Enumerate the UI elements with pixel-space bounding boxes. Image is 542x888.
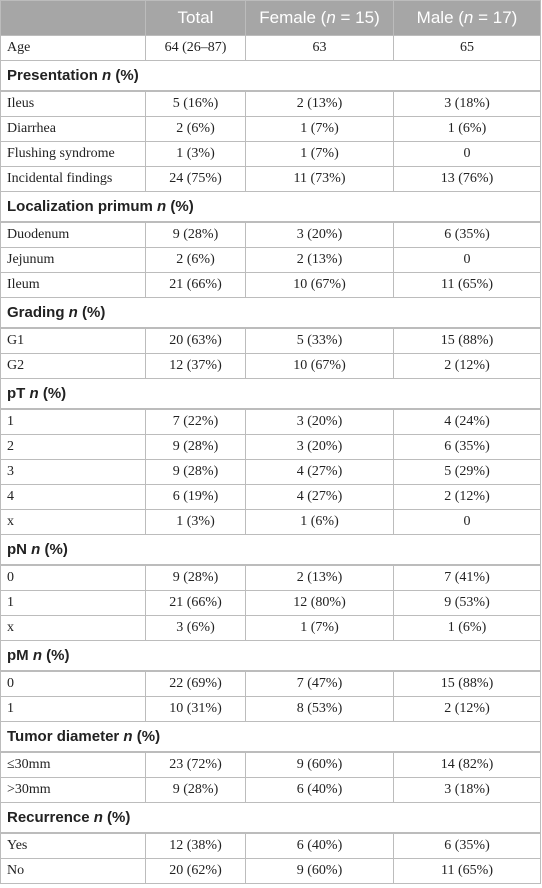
section-title-n: n	[31, 541, 41, 558]
section-title-text: Grading	[7, 304, 69, 321]
table-row	[1, 91, 541, 117]
header-female	[246, 1, 394, 36]
table-row-age	[1, 36, 541, 61]
cell-male: 9 (53%)	[394, 591, 541, 616]
section-title-text: Presentation	[7, 67, 103, 84]
cell-male: 6 (35%)	[394, 833, 541, 859]
header-row	[1, 1, 541, 36]
cell-female: 2 (13%)	[246, 91, 394, 117]
section-title-text: pM	[7, 647, 33, 664]
row-label: Incidental findings	[1, 167, 146, 192]
cell-male: 0	[394, 510, 541, 535]
cell-total: 20 (63%)	[146, 328, 246, 354]
cell-female: 4 (27%)	[246, 460, 394, 485]
cell-male: 2 (12%)	[394, 354, 541, 379]
cell-total: 5 (16%)	[146, 91, 246, 117]
cell-female: 9 (60%)	[246, 752, 394, 778]
cell-total: 20 (62%)	[146, 859, 246, 884]
section-title-suffix: (%)	[38, 385, 67, 402]
cell-female: 8 (53%)	[246, 697, 394, 722]
section-header-row	[1, 61, 541, 92]
section-title-n: n	[123, 728, 133, 745]
cell-total: 23 (72%)	[146, 752, 246, 778]
cell-female: 63	[246, 36, 394, 61]
table-row	[1, 142, 541, 167]
section-title	[1, 641, 541, 672]
table-row	[1, 510, 541, 535]
section-title-n: n	[93, 809, 103, 826]
table-row	[1, 616, 541, 641]
table-row	[1, 485, 541, 510]
header-female-prefix: Female (	[259, 8, 327, 27]
row-label: 1	[1, 697, 146, 722]
cell-total: 9 (28%)	[146, 565, 246, 591]
section-title	[1, 192, 541, 223]
cell-female: 11 (73%)	[246, 167, 394, 192]
row-label: 0	[1, 671, 146, 697]
table-row	[1, 671, 541, 697]
section-title-text: Localization primum	[7, 198, 158, 215]
row-label: x	[1, 510, 146, 535]
table-row	[1, 697, 541, 722]
section-title-n: n	[157, 198, 167, 215]
row-label: G2	[1, 354, 146, 379]
row-label: Flushing syndrome	[1, 142, 146, 167]
cell-total: 21 (66%)	[146, 591, 246, 616]
section-title-suffix: (%)	[77, 304, 106, 321]
section-title	[1, 803, 541, 834]
table-row	[1, 354, 541, 379]
cell-female: 2 (13%)	[246, 248, 394, 273]
cell-total: 9 (28%)	[146, 778, 246, 803]
table-row	[1, 778, 541, 803]
row-label: Diarrhea	[1, 117, 146, 142]
row-label: 4	[1, 485, 146, 510]
section-title-n: n	[68, 304, 78, 321]
table-row	[1, 117, 541, 142]
section-title-text: Tumor diameter	[7, 728, 124, 745]
cell-female: 5 (33%)	[246, 328, 394, 354]
table-row	[1, 409, 541, 435]
cell-male: 0	[394, 248, 541, 273]
cell-total: 7 (22%)	[146, 409, 246, 435]
section-title-n: n	[102, 67, 112, 84]
cell-total: 9 (28%)	[146, 222, 246, 248]
table-row	[1, 328, 541, 354]
cell-female: 1 (7%)	[246, 142, 394, 167]
row-label: Ileus	[1, 91, 146, 117]
cell-total: 24 (75%)	[146, 167, 246, 192]
table-row	[1, 248, 541, 273]
table-row	[1, 460, 541, 485]
cell-female: 7 (47%)	[246, 671, 394, 697]
table-row	[1, 167, 541, 192]
row-label: >30mm	[1, 778, 146, 803]
table-row	[1, 435, 541, 460]
cell-male: 1 (6%)	[394, 616, 541, 641]
section-title	[1, 61, 541, 92]
cell-total: 12 (37%)	[146, 354, 246, 379]
cell-male: 65	[394, 36, 541, 61]
header-female-suffix: = 15)	[335, 8, 380, 27]
table-row	[1, 273, 541, 298]
section-title-n: n	[29, 385, 39, 402]
section-title-suffix: (%)	[102, 809, 131, 826]
cell-male: 14 (82%)	[394, 752, 541, 778]
cell-male: 11 (65%)	[394, 273, 541, 298]
table-row	[1, 591, 541, 616]
cell-male: 15 (88%)	[394, 328, 541, 354]
cell-male: 13 (76%)	[394, 167, 541, 192]
cell-total: 22 (69%)	[146, 671, 246, 697]
cell-male: 2 (12%)	[394, 697, 541, 722]
header-male	[394, 1, 541, 36]
cell-total: 9 (28%)	[146, 435, 246, 460]
cell-total: 10 (31%)	[146, 697, 246, 722]
header-total: Total	[146, 1, 246, 36]
section-header-row	[1, 192, 541, 223]
section-title	[1, 722, 541, 753]
section-title-text: Recurrence	[7, 809, 94, 826]
section-title-suffix: (%)	[42, 647, 70, 664]
header-male-prefix: Male (	[416, 8, 464, 27]
cell-male: 15 (88%)	[394, 671, 541, 697]
section-title-suffix: (%)	[111, 67, 139, 84]
section-title-n: n	[32, 647, 42, 664]
cell-male: 1 (6%)	[394, 117, 541, 142]
section-title-text: pT	[7, 385, 30, 402]
section-title	[1, 379, 541, 410]
cell-total: 1 (3%)	[146, 510, 246, 535]
cell-female: 3 (20%)	[246, 435, 394, 460]
cell-total: 12 (38%)	[146, 833, 246, 859]
cell-male: 7 (41%)	[394, 565, 541, 591]
header-blank	[1, 1, 146, 36]
section-header-row	[1, 722, 541, 753]
cell-total: 3 (6%)	[146, 616, 246, 641]
row-label: 3	[1, 460, 146, 485]
section-header-row	[1, 379, 541, 410]
table-row	[1, 222, 541, 248]
section-title-suffix: (%)	[132, 728, 161, 745]
row-label: G1	[1, 328, 146, 354]
row-label: No	[1, 859, 146, 884]
table-row	[1, 833, 541, 859]
row-label: 1	[1, 409, 146, 435]
cell-male: 5 (29%)	[394, 460, 541, 485]
cell-male: 6 (35%)	[394, 435, 541, 460]
table-row	[1, 565, 541, 591]
row-label: Duodenum	[1, 222, 146, 248]
cell-male: 3 (18%)	[394, 778, 541, 803]
cell-male: 6 (35%)	[394, 222, 541, 248]
section-title	[1, 298, 541, 329]
cell-female: 1 (7%)	[246, 117, 394, 142]
cell-total: 21 (66%)	[146, 273, 246, 298]
cell-male: 0	[394, 142, 541, 167]
row-label: 2	[1, 435, 146, 460]
cell-male: 3 (18%)	[394, 91, 541, 117]
section-title-suffix: (%)	[40, 541, 68, 558]
header-male-n: n	[463, 8, 474, 27]
section-title-suffix: (%)	[166, 198, 194, 215]
table-body	[1, 36, 541, 884]
cell-total: 9 (28%)	[146, 460, 246, 485]
cell-female: 1 (7%)	[246, 616, 394, 641]
cell-female: 10 (67%)	[246, 354, 394, 379]
cell-female: 1 (6%)	[246, 510, 394, 535]
cell-total: 1 (3%)	[146, 142, 246, 167]
row-label: 0	[1, 565, 146, 591]
cell-male: 4 (24%)	[394, 409, 541, 435]
header-female-n: n	[326, 8, 336, 27]
section-title	[1, 535, 541, 566]
row-label: ≤30mm	[1, 752, 146, 778]
cell-total: 2 (6%)	[146, 117, 246, 142]
table-header	[1, 1, 541, 36]
cell-female: 3 (20%)	[246, 409, 394, 435]
cell-female: 6 (40%)	[246, 778, 394, 803]
cell-female: 3 (20%)	[246, 222, 394, 248]
row-label: Yes	[1, 833, 146, 859]
section-header-row	[1, 298, 541, 329]
section-title-text: pN	[7, 541, 32, 558]
row-label: Age	[1, 36, 146, 61]
cell-total: 64 (26–87)	[146, 36, 246, 61]
section-header-row	[1, 535, 541, 566]
header-male-suffix: = 17)	[473, 8, 518, 27]
section-header-row	[1, 803, 541, 834]
cell-total: 2 (6%)	[146, 248, 246, 273]
row-label: Ileum	[1, 273, 146, 298]
cell-total: 6 (19%)	[146, 485, 246, 510]
cell-female: 10 (67%)	[246, 273, 394, 298]
cell-female: 6 (40%)	[246, 833, 394, 859]
cell-female: 12 (80%)	[246, 591, 394, 616]
section-header-row	[1, 641, 541, 672]
table-row	[1, 859, 541, 884]
cell-male: 11 (65%)	[394, 859, 541, 884]
row-label: 1	[1, 591, 146, 616]
cell-female: 9 (60%)	[246, 859, 394, 884]
cell-female: 4 (27%)	[246, 485, 394, 510]
table-row	[1, 752, 541, 778]
cell-male: 2 (12%)	[394, 485, 541, 510]
row-label: x	[1, 616, 146, 641]
cell-female: 2 (13%)	[246, 565, 394, 591]
row-label: Jejunum	[1, 248, 146, 273]
